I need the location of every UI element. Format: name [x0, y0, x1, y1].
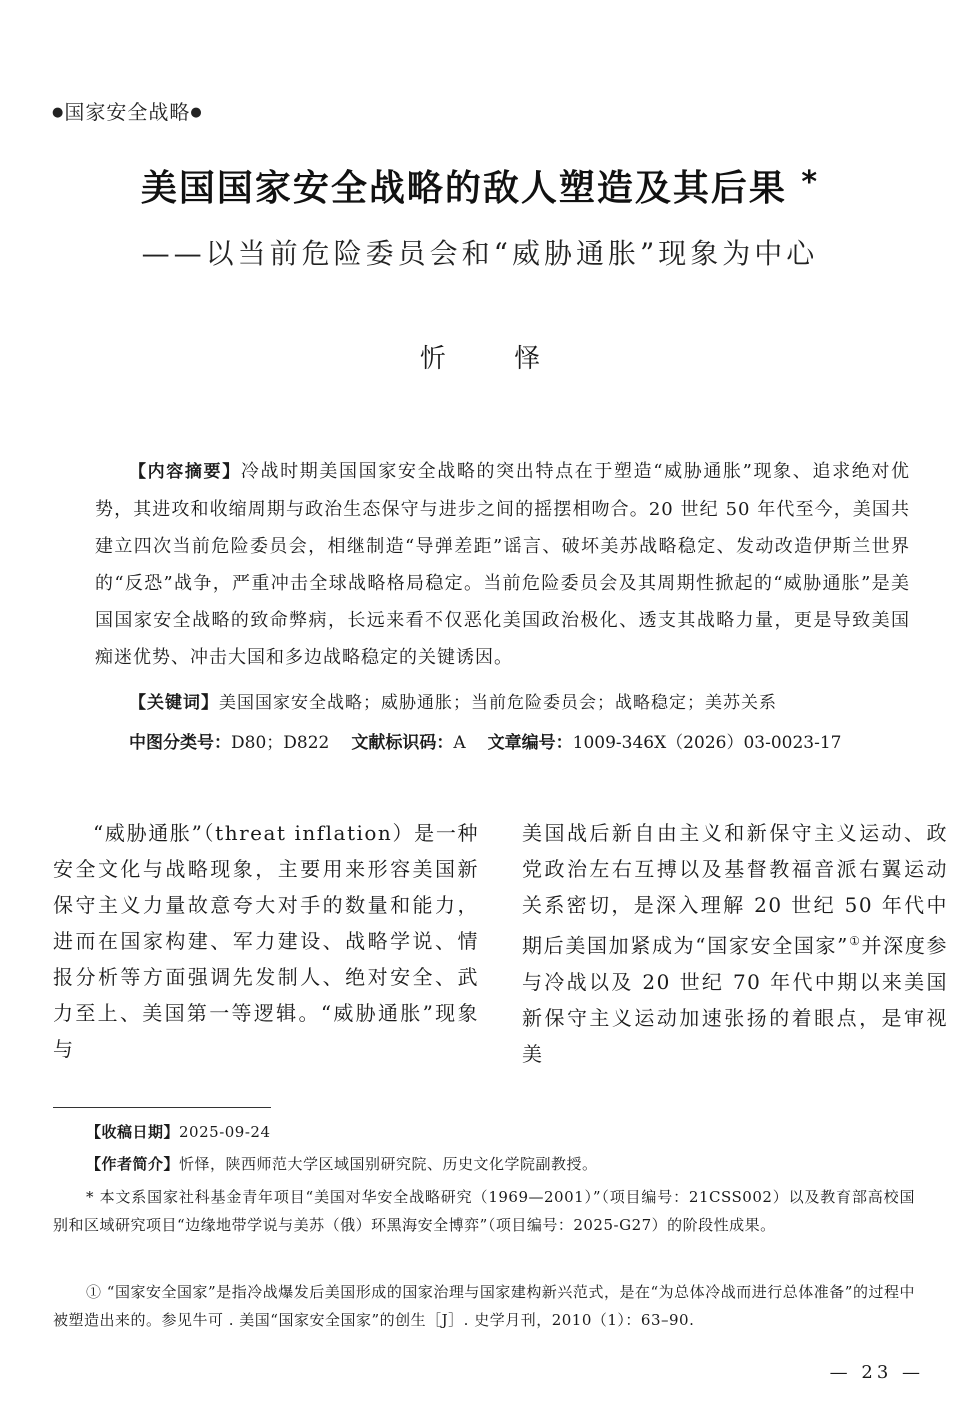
page-number: — 23 —	[829, 1362, 924, 1383]
doc-code-label: 文献标识码：	[351, 733, 454, 753]
received-value: 2025-09-24	[179, 1123, 271, 1141]
section-tag	[52, 96, 203, 125]
body-right-text-a: 美国战后新自由主义和新保守主义运动、政党政治左右互搏以及基督教福音派右翼运动关系密切，是深入理解 20 世纪 50 年代中期后美国加紧成为“国家安全国家”	[522, 821, 948, 958]
doc-code-value: A	[453, 733, 466, 753]
clc-value: D80；D822	[231, 733, 330, 753]
body-left-column: “威胁通胀”（threat inflation）是一种安全文化与战略现象，主要用来形容美国新保守主义力量故意夸大对手的数量和能力，进而在国家构建、军力建设、战略学说、情报分析等方面强调先发制人、绝对安全、武力至上、美国第一等逻辑。“威胁通胀”现象与	[53, 821, 479, 1061]
bullet-dot-right: ●	[190, 105, 203, 120]
body-right-column	[522, 815, 948, 1072]
article-title-text: 美国国家安全战略的敌人塑造及其后果	[140, 168, 787, 209]
footnote-ref-1[interactable]: ①	[848, 934, 862, 948]
abstract-text: 冷战时期美国国家安全战略的突出特点在于塑造“威胁通胀”现象、追求绝对优势，其进攻和收缩周期与政治生态保守与进步之间的摇摆相吻合。20 世纪 50 年代至今，美国共建立四次当前危险委员会，相继制造“导弹差距”谣言、破坏美苏战略稳定、发动改造伊斯兰世界的“反恐”战争，严重冲击全球战略格局稳定。当前危险委员会及其周期性掀起的“威胁通胀”是美国国家安全战略的致命弊病，长远来看不仅恶化美国政治极化、透支其战略力量，更是导致美国痴迷优势、冲击大国和多边战略稳定的关键诱因。	[95, 461, 910, 668]
section-tag-label: 国家安全战略	[64, 100, 191, 124]
author-bio	[53, 1150, 915, 1178]
article-id-label: 文章编号：	[487, 733, 573, 753]
received-label: 【收稿日期】	[86, 1123, 180, 1141]
funding-note: * 本文系国家社科基金青年项目“美国对华安全战略研究（1969—2001）”（项目编号：21CSS002）以及教育部高校国别和区域研究项目“边缘地带学说与美苏（俄）环黑海安全博弈”（项目编号：2025-G27）的阶段性成果。	[53, 1188, 915, 1234]
footnote-1: ① “国家安全国家”是指冷战爆发后美国形成的国家治理与国家建构新兴范式，是在“为总体冷战而进行总体准备”的过程中被塑造出来的。参见牛可 . 美国“国家安全国家”的创生［J］. 史学月刊，2010（1）：63–90.	[53, 1283, 915, 1329]
classification-line	[129, 728, 841, 753]
received-date	[53, 1118, 915, 1146]
bullet-dot-left: ●	[52, 105, 65, 120]
abstract	[95, 453, 910, 676]
abstract-label: 【内容摘要】	[129, 462, 241, 482]
body-right-text-b: 并深度参与冷战以及 20 世纪 70 年代中期以来美国新保守主义运动加速张扬的着眼点，是审视美	[522, 933, 949, 1066]
footnote-divider	[53, 1107, 271, 1108]
author-name: 忻 怿	[419, 344, 571, 374]
article-subtitle: ——以当前危险委员会和“威胁通胀”现象为中心	[141, 237, 819, 270]
keywords-text: 美国国家安全战略；威胁通胀；当前危险委员会；战略稳定；美苏关系	[219, 693, 777, 713]
keywords-label: 【关键词】	[129, 693, 219, 713]
article-id-value: 1009-346X（2026）03-0023-17	[572, 733, 842, 753]
author-bio-value: 忻怿，陕西师范大学区域国别研究院、历史文化学院副教授。	[179, 1155, 598, 1173]
clc-label: 中图分类号：	[129, 733, 231, 753]
title-footnote-mark: *	[801, 165, 820, 200]
author-bio-label: 【作者简介】	[86, 1155, 180, 1173]
article-title	[0, 160, 960, 211]
keywords	[129, 688, 777, 713]
